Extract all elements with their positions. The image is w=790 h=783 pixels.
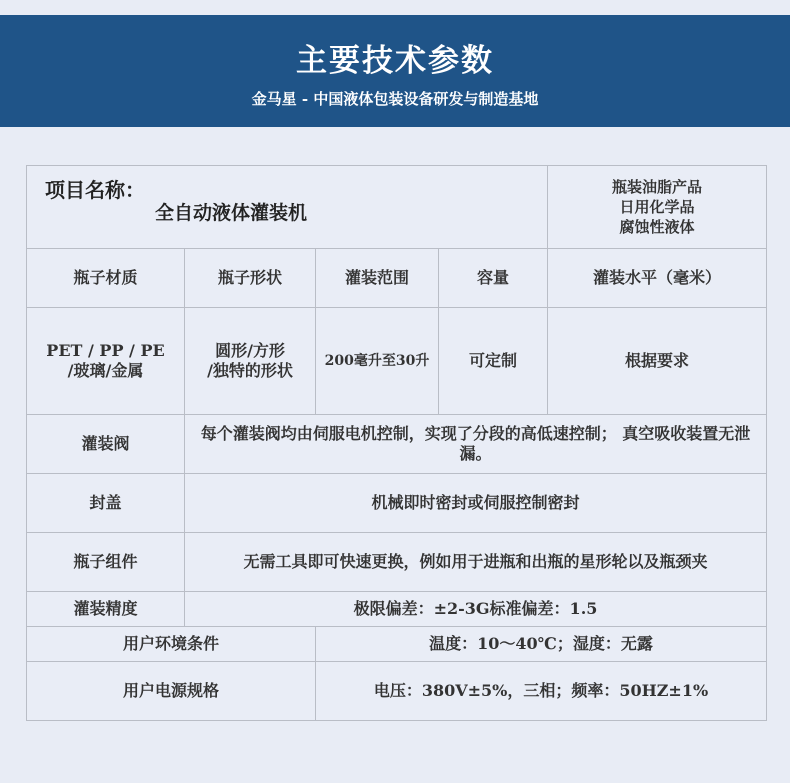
- spec-table: [26, 165, 767, 721]
- row-value: 每个灌装阀均由伺服电机控制，实现了分段的高低速控制； 真空吸收装置无泄漏。: [185, 415, 767, 474]
- row-label: 用户电源规格: [27, 662, 316, 721]
- shape-value: 圆形/方形: [215, 341, 285, 360]
- product-type: 瓶装油脂产品: [611, 178, 702, 196]
- level-cell: 根据要求: [548, 308, 767, 415]
- material-cell: [27, 308, 185, 415]
- row-label: 瓶子组件: [27, 533, 185, 592]
- shape-cell: [185, 308, 316, 415]
- project-name-cell: [27, 166, 548, 249]
- column-header: 灌装水平（毫米）: [548, 249, 767, 308]
- spec-row: [27, 474, 767, 533]
- shape-value: /独特的形状: [207, 361, 293, 380]
- capacity-cell: 可定制: [439, 308, 548, 415]
- row-label: 封盖: [27, 474, 185, 533]
- page-title: 主要技术参数: [296, 43, 494, 79]
- row-value: 机械即时密封或伺服控制密封: [185, 474, 767, 533]
- row-value: 电压：380V±5%，三相；频率：50HZ±1%: [316, 662, 767, 721]
- row-label: 灌装精度: [27, 592, 185, 627]
- header-banner: [0, 15, 790, 127]
- column-header-row: [27, 249, 767, 308]
- product-type: 日用化学品: [619, 198, 695, 216]
- product-types-cell: [548, 166, 767, 249]
- material-value: PET / PP / PE: [46, 341, 165, 360]
- column-header: 灌装范围: [316, 249, 439, 308]
- column-header: 瓶子形状: [185, 249, 316, 308]
- row-label: 灌装阀: [27, 415, 185, 474]
- spec-row: [27, 533, 767, 592]
- spec-row: [27, 662, 767, 721]
- range-cell: 200毫升至30升: [316, 308, 439, 415]
- project-name-value: 全自动液体灌装机: [155, 202, 308, 224]
- values-row: [27, 308, 767, 415]
- project-name-label: 项目名称：: [45, 178, 145, 202]
- spec-row: [27, 415, 767, 474]
- row-label: 用户环境条件: [27, 627, 316, 662]
- project-row: [27, 166, 767, 249]
- row-value: 无需工具即可快速更换，例如用于进瓶和出瓶的星形轮以及瓶颈夹: [185, 533, 767, 592]
- column-header: 瓶子材质: [27, 249, 185, 308]
- column-header: 容量: [439, 249, 548, 308]
- page-subtitle: 金马星 - 中国液体包装设备研发与制造基地: [251, 90, 539, 108]
- row-value: 极限偏差：±2-3G标准偏差：1.5: [185, 592, 767, 627]
- material-value: /玻璃/金属: [67, 361, 144, 380]
- product-type: 腐蚀性液体: [619, 218, 695, 236]
- row-value: 温度：10～40℃；湿度：无露: [316, 627, 767, 662]
- spec-row: [27, 592, 767, 627]
- spec-row: [27, 627, 767, 662]
